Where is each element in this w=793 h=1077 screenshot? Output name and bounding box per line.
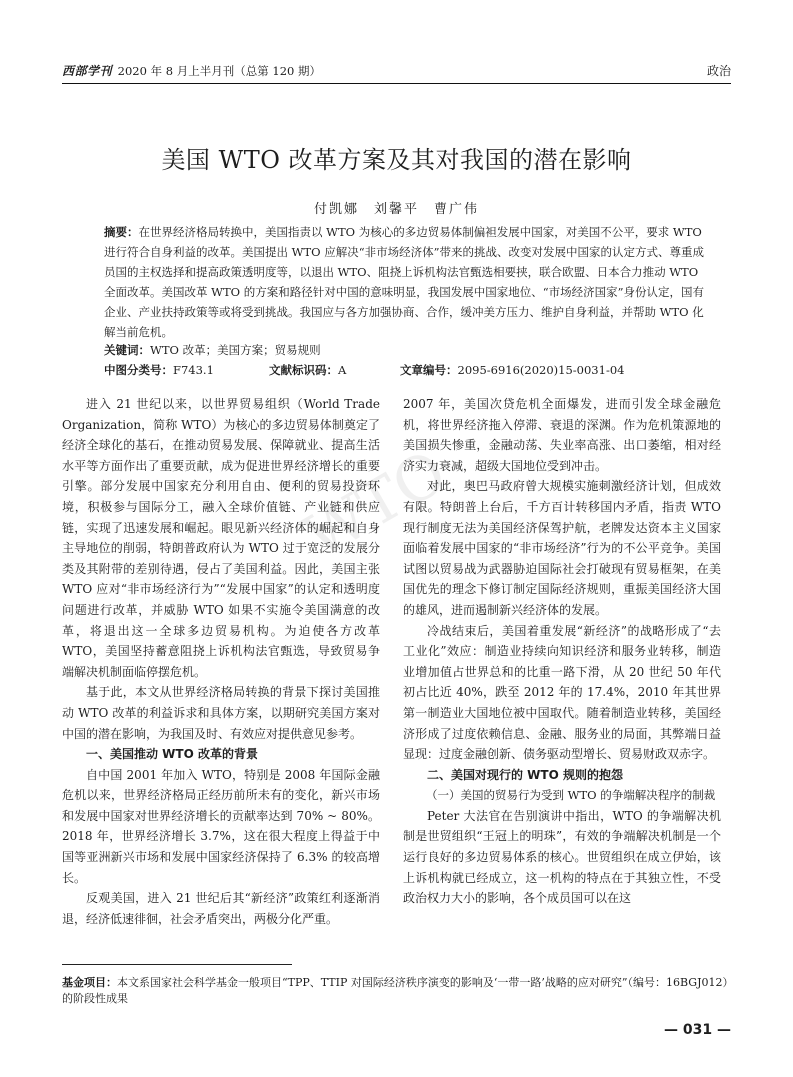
doc-value: A	[338, 363, 347, 377]
article-number	[400, 362, 624, 378]
section-label: 政治	[706, 64, 731, 78]
paragraph: 反观美国，进入 21 世纪后其“新经济”政策红利逐渐消退，经济低速徘徊，社会矛盾突出，两极分化严重。	[62, 891, 380, 926]
footnote-text: 本文系国家社会科学基金一般项目“TPP、TTIP 对国际经济秩序演变的影响及‘一带一路’战略的应对研究”（编号：16BGJ012）的阶段性成果	[62, 976, 728, 1005]
paragraph: 进入 21 世纪以来，以世界贸易组织（World Trade Organization，简称 WTO）为核心的多边贸易体制奠定了经济全球化的基石，在推动贸易发展、保障就业、提高生活水平等方面作出了重要贡献，成为促进世界经济增长的重要引擎。部分发展中国家充分利用自由、便利的贸易投资环境，积极参与国际分工，融入全球价值链、产业链和供应链，实现了迅速发展和崛起。眼见新兴经济体的崛起和自身主导地位的削弱，特朗普政府认为 WTO 过于宽泛的发展分类及其附带的差别待遇，侵占了美国利益。因此，美国主张 WTO 应对“非市场经济行为”“发展中国家”的认定和透明度问题进行改革，并威胁 WTO 如果不实施令美国满意的改革，将退出这一全球多边贸易机构。为迫使各方改革 WTO，美国坚持蓄意阻挠上诉机构法官甄选，导致贸易争端解决机制面临停摆危机。	[62, 397, 380, 679]
header-rule	[62, 83, 731, 84]
doc-code	[269, 362, 346, 378]
page-number: — 031 —	[664, 1022, 731, 1038]
paragraph: 基于此，本文从世界经济格局转换的背景下探讨美国推动 WTO 改革的利益诉求和具体方案，以期研究美国方案对中国的潜在影响，为我国及时、有效应对提供意见参考。	[62, 685, 380, 741]
article-title: 美国 WTO 改革方案及其对我国的潜在影响	[161, 146, 632, 174]
paragraph: 2007 年，美国次贷危机全面爆发，进而引发全球金融危机，将世界经济拖入停滞、衰退的深渊。作为危机策源地的美国损失惨重，金融动荡、失业率高涨、出口萎缩，相对经济实力衰减，超级大国地位受到冲击。	[403, 397, 721, 473]
abstract	[104, 222, 713, 342]
paragraph: Peter 大法官在告别演讲中指出，WTO 的争端解决机制是世贸组织“王冠上的明珠”，有效的争端解决机制是一个运行良好的多边贸易体系的核心。世贸组织在成立伊始，该上诉机构就已经成立，这一机构的特点在于其独立性，不受政治权力大小的影响，各个成员国可以在这	[403, 808, 721, 906]
subsection-heading: （一）美国的贸易行为受到 WTO 的争端解决程序的制裁	[426, 788, 716, 803]
authors: 付凯娜 刘馨平 曹广伟	[313, 202, 479, 217]
paragraph: 自中国 2001 年加入 WTO，特别是 2008 年国际金融危机以来，世界经济格局正经历前所未有的变化，新兴市场和发展中国家对世界经济增长的贡献率达到 70% ~ 80%。2018 年，世界经济增长 3.7%，这在很大程度上得益于中国等亚洲新兴市场和发展中国家经济保持了 6.3% 的较高增长。	[62, 767, 380, 885]
section-heading: 一、美国推动 WTO 改革的背景	[86, 747, 258, 762]
clc-value: F743.1	[173, 363, 214, 377]
footnote-rule	[62, 964, 292, 965]
article-value: 2095-6916(2020)15-0031-04	[457, 363, 625, 377]
watermark: WTO	[292, 436, 459, 574]
section-heading: 二、美国对现行的 WTO 规则的抱怨	[427, 767, 623, 782]
footnote	[62, 975, 731, 1007]
abstract-label: 摘要：	[104, 225, 139, 239]
article-label: 文章编号：	[400, 363, 458, 377]
footnote-label: 基金项目：	[62, 976, 117, 989]
paragraph: 对此，奥巴马政府曾大规模实施刺激经济计划，但成效有限。特朗普上台后，千方百计转移国内矛盾，指责 WTO 现行制度无法为美国经济保驾护航，老牌发达资本主义国家面临着发展中国家的“非市场经济”行为的不公平竞争。美国试图以贸易战为武器胁迫国际社会打破现有贸易框架，在美国优先的理念下修订制定国际经济规则，重振美国经济大国的雄风，进而遏制新兴经济体的发展。	[403, 479, 721, 617]
paragraph: 冷战结束后，美国着重发展“新经济”的战略形成了“去工业化”效应：制造业持续向知识经济和服务业转移，制造业增加值占世界总和的比重一路下滑，从 20 世纪 50 年代初占比近 40%，跌至 2012 年的 17.4%，2010 年其世界第一制造业大国地位被中国取代。随着制造业转移，美国经济形成了过度依赖信息、金融、服务业的局面，其弊端日益显现：过度金融创新、债务驱动型增长、贸易财政双赤字。	[403, 623, 721, 762]
journal-logo: 西部学刊	[62, 64, 113, 78]
running-header	[62, 62, 321, 79]
clc-label: 中图分类号：	[104, 363, 173, 377]
keywords-text: WTO 改革；美国方案；贸易规则	[150, 343, 321, 357]
keywords-label: 关键词：	[104, 343, 150, 357]
left-column	[62, 394, 380, 929]
right-column	[403, 394, 721, 909]
issue-info: 2020 年 8 月上半月刊（总第 120 期）	[117, 64, 321, 78]
keywords	[104, 342, 321, 358]
clc-number	[104, 362, 214, 378]
doc-label: 文献标识码：	[269, 363, 338, 377]
abstract-text: 在世界经济格局转换中，美国指责以 WTO 为核心的多边贸易体制偏袒发展中国家，对美国不公平，要求 WTO 进行符合自身利益的改革。美国提出 WTO 应解决“非市场经济体”带来的挑战、改变对发展中国家的认定方式、尊重成员国的主权选择和提高政策透明度等，以退出 WTO、阻挠上诉机构法官甄选相要挟，联合欧盟、日本合力推动 WTO 全面改革。美国改革 WTO 的方案和路径针对中国的意味明显，我国发展中国家地位、“市场经济国家”身份认定，国有企业、产业扶持政策等或将受到挑战。我国应与各方加强协商、合作，缓冲美方压力、维护自身利益，并帮助 WTO 化解当前危机。	[104, 225, 704, 339]
